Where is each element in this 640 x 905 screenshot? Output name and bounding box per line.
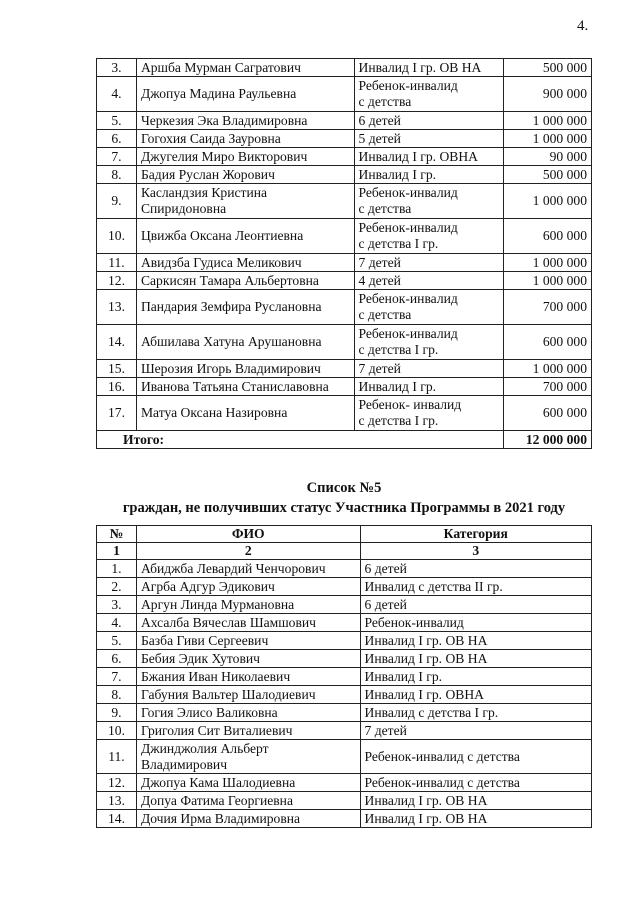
citizen-category: 6 детей (360, 596, 591, 614)
table-row (97, 360, 592, 378)
recipient-name: Пандария Земфира Руслановна (136, 290, 354, 325)
list-subtitle: граждан, не получивших статус Участника Программы в 2021 году (122, 500, 566, 516)
recipient-name: Саркисян Тамара Альбертовна (136, 272, 354, 290)
recipient-name: Джугелия Миро Викторович (136, 148, 354, 166)
list-row (97, 686, 592, 704)
row-number: 12. (97, 774, 137, 792)
page-number: 4. (577, 18, 589, 34)
payment-amount: 700 000 (504, 290, 592, 325)
row-number: 5. (97, 632, 137, 650)
table-row (97, 396, 592, 431)
payment-table-body (97, 59, 592, 449)
payment-amount: 500 000 (504, 166, 592, 184)
row-number: 15. (97, 360, 137, 378)
citizen-category: Инвалид I гр. ОВ НА (360, 792, 591, 810)
row-number: 4. (97, 77, 137, 112)
recipient-category: Ребенок-инвалид с детства (354, 290, 504, 325)
total-row (97, 431, 592, 449)
recipient-name: Джопуа Мадина Раульевна (136, 77, 354, 112)
recipient-category: Инвалид I гр. ОВ НА (354, 59, 504, 77)
row-number: 9. (97, 184, 137, 219)
citizen-name: Допуа Фатима Георгиевна (136, 792, 360, 810)
row-number: 6. (97, 130, 137, 148)
recipient-name: Шерозия Игорь Владимирович (136, 360, 354, 378)
citizen-name: Джинджолия Альберт Владимирович (136, 740, 360, 774)
row-number: 10. (97, 722, 137, 740)
citizen-name: Габуния Вальтер Шалодиевич (136, 686, 360, 704)
citizen-category: Инвалид с детства II гр. (360, 578, 591, 596)
payment-amount: 600 000 (504, 219, 592, 254)
row-number: 12. (97, 272, 137, 290)
recipient-category: 7 детей (354, 360, 504, 378)
citizen-category: Ребенок-инвалид с детства (360, 774, 591, 792)
citizen-category: Ребенок-инвалид с детства (360, 740, 591, 774)
recipient-category: Ребенок-инвалид с детства (354, 184, 504, 219)
list-row (97, 650, 592, 668)
non-participants-table (96, 525, 592, 828)
recipient-name: Гогохия Саида Зауровна (136, 130, 354, 148)
row-number: 13. (97, 290, 137, 325)
row-number: 8. (97, 686, 137, 704)
payment-amount: 1 000 000 (504, 112, 592, 130)
payment-amount: 500 000 (504, 59, 592, 77)
table-row (97, 325, 592, 360)
index-cell: 3 (360, 543, 591, 560)
recipient-name: Абшилава Хатуна Арушановна (136, 325, 354, 360)
recipient-category: Ребенок-инвалид с детства (354, 77, 504, 112)
list-table-body (97, 543, 592, 828)
citizen-category: Инвалид I гр. ОВ НА (360, 810, 591, 828)
row-number: 7. (97, 668, 137, 686)
header-number: № (97, 526, 137, 543)
table-row (97, 59, 592, 77)
row-number: 1. (97, 560, 137, 578)
table-row (97, 166, 592, 184)
table-row (97, 219, 592, 254)
row-number: 14. (97, 810, 137, 828)
citizen-category: Инвалид с детства I гр. (360, 704, 591, 722)
table-row (97, 130, 592, 148)
index-cell: 1 (97, 543, 137, 560)
row-number: 3. (97, 596, 137, 614)
table-row (97, 77, 592, 112)
list-row (97, 560, 592, 578)
payment-amount: 1 000 000 (504, 360, 592, 378)
table-row (97, 254, 592, 272)
list-row (97, 810, 592, 828)
citizen-category: Инвалид I гр. ОВ НА (360, 650, 591, 668)
recipient-category: 5 детей (354, 130, 504, 148)
row-number: 10. (97, 219, 137, 254)
citizen-name: Базба Гиви Сергеевич (136, 632, 360, 650)
payment-amount: 90 000 (504, 148, 592, 166)
payment-amount: 600 000 (504, 396, 592, 431)
table-row (97, 272, 592, 290)
recipient-category: Инвалид I гр. ОВНА (354, 148, 504, 166)
citizen-category: Инвалид I гр. ОВНА (360, 686, 591, 704)
participants-payment-table (96, 58, 592, 449)
recipient-category: 7 детей (354, 254, 504, 272)
header-category: Категория (360, 526, 591, 543)
column-index-row (97, 543, 592, 560)
table-row (97, 184, 592, 219)
citizen-category: Ребенок-инвалид (360, 614, 591, 632)
index-cell: 2 (136, 543, 360, 560)
table-row (97, 290, 592, 325)
recipient-name: Касландзия Кристина Спиридоновна (136, 184, 354, 219)
recipient-category: Инвалид I гр. (354, 166, 504, 184)
row-number: 5. (97, 112, 137, 130)
row-number: 9. (97, 704, 137, 722)
list-row (97, 722, 592, 740)
payment-amount: 700 000 (504, 378, 592, 396)
row-number: 6. (97, 650, 137, 668)
row-number: 17. (97, 396, 137, 431)
list-title: Список №5 (306, 480, 382, 496)
row-number: 2. (97, 578, 137, 596)
payment-amount: 600 000 (504, 325, 592, 360)
citizen-name: Бжания Иван Николаевич (136, 668, 360, 686)
total-label: Итого: (97, 431, 504, 449)
list-row (97, 792, 592, 810)
citizen-name: Агрба Адгур Эдикович (136, 578, 360, 596)
header-row (97, 526, 592, 543)
citizen-name: Ахсалба Вячеслав Шамшович (136, 614, 360, 632)
recipient-category: Инвалид I гр. (354, 378, 504, 396)
row-number: 14. (97, 325, 137, 360)
table-row (97, 378, 592, 396)
recipient-name: Аршба Мурман Сагратович (136, 59, 354, 77)
table-row (97, 148, 592, 166)
recipient-name: Черкезия Эка Владимировна (136, 112, 354, 130)
recipient-category: 6 детей (354, 112, 504, 130)
recipient-name: Бадия Руслан Жорович (136, 166, 354, 184)
list-row (97, 632, 592, 650)
recipient-name: Цвижба Оксана Леонтиевна (136, 219, 354, 254)
payment-amount: 1 000 000 (504, 184, 592, 219)
citizen-name: Григолия Сит Виталиевич (136, 722, 360, 740)
recipient-category: 4 детей (354, 272, 504, 290)
recipient-name: Иванова Татьяна Станиславовна (136, 378, 354, 396)
total-amount: 12 000 000 (504, 431, 592, 449)
recipient-category: Ребенок-инвалид с детства I гр. (354, 325, 504, 360)
row-number: 16. (97, 378, 137, 396)
citizen-category: 6 детей (360, 560, 591, 578)
citizen-category: Инвалид I гр. (360, 668, 591, 686)
row-number: 11. (97, 740, 137, 774)
citizen-name: Джопуа Кама Шалодиевна (136, 774, 360, 792)
recipient-name: Матуа Оксана Назировна (136, 396, 354, 431)
payment-amount: 900 000 (504, 77, 592, 112)
citizen-category: Инвалид I гр. ОВ НА (360, 632, 591, 650)
header-name: ФИО (136, 526, 360, 543)
list-row (97, 740, 592, 774)
list-row (97, 774, 592, 792)
recipient-category: Ребенок-инвалид с детства I гр. (354, 219, 504, 254)
row-number: 3. (97, 59, 137, 77)
recipient-name: Авидзба Гудиса Меликович (136, 254, 354, 272)
table-row (97, 112, 592, 130)
row-number: 7. (97, 148, 137, 166)
citizen-name: Бебия Эдик Хутович (136, 650, 360, 668)
list-row (97, 614, 592, 632)
citizen-category: 7 детей (360, 722, 591, 740)
row-number: 8. (97, 166, 137, 184)
list-row (97, 668, 592, 686)
row-number: 13. (97, 792, 137, 810)
citizen-name: Гогия Элисо Валиковна (136, 704, 360, 722)
payment-amount: 1 000 000 (504, 272, 592, 290)
list-row (97, 596, 592, 614)
payment-amount: 1 000 000 (504, 254, 592, 272)
recipient-category: Ребенок- инвалид с детства I гр. (354, 396, 504, 431)
citizen-name: Аргун Линда Мурмановна (136, 596, 360, 614)
row-number: 4. (97, 614, 137, 632)
payment-amount: 1 000 000 (504, 130, 592, 148)
list-row (97, 704, 592, 722)
citizen-name: Абиджба Левардий Ченчорович (136, 560, 360, 578)
list-row (97, 578, 592, 596)
row-number: 11. (97, 254, 137, 272)
citizen-name: Дочия Ирма Владимировна (136, 810, 360, 828)
